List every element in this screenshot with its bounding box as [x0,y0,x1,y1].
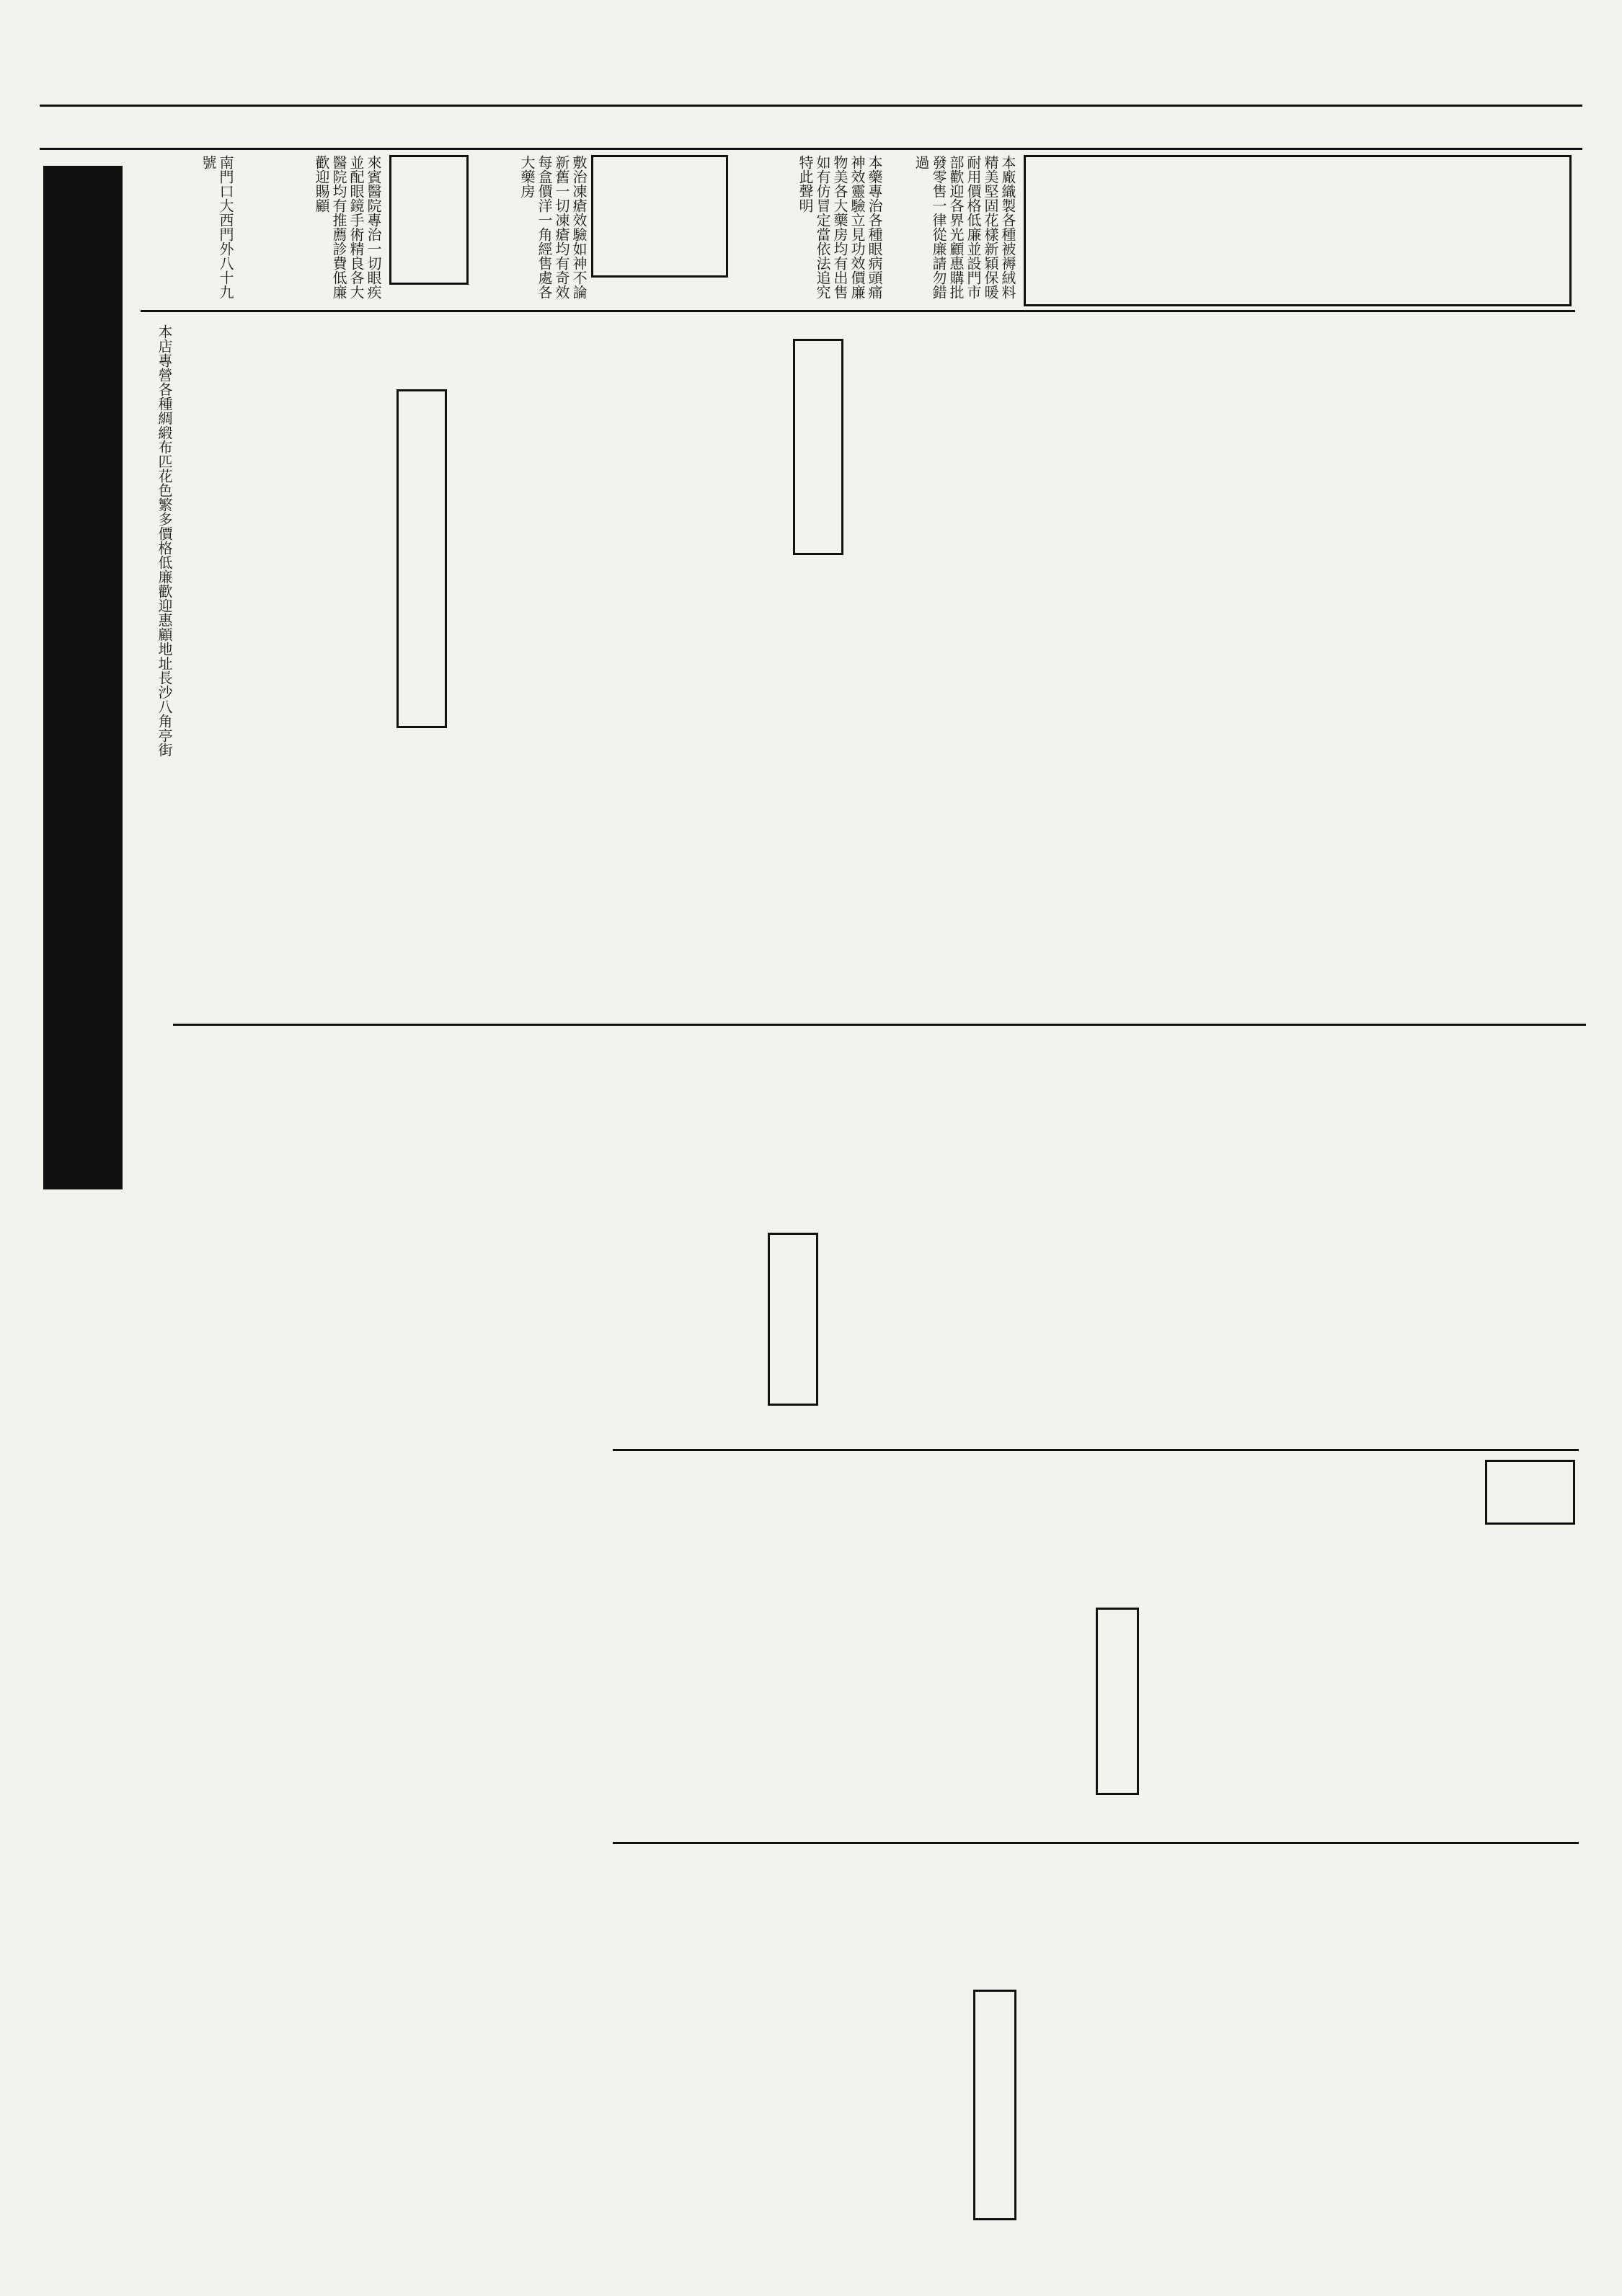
guofu-box [768,1233,818,1406]
article-zhang-xueliang-body [180,324,389,1016]
article-edu-body-3 [1182,1853,1572,2242]
article-aviation-body [858,1853,1045,2242]
ad-column-quilt-text: 本廠織製各種被褥絨料精美堅固花樣新穎保暖耐用價格低廉並設門市部歡迎各界光顧惠購批發零售一律從廉請勿錯過 [913,155,1016,299]
eye-ad-text: 本藥專治各種眼病頭痛神效靈驗立見功效價廉物美各大藥房均有出售如有仿冒定當依法追究特此聲明 [797,155,883,299]
article-japan-body-2 [177,1463,609,2184]
edu-opinion-box [1096,1608,1139,1795]
section-rule-3 [613,1449,1579,1451]
article-japan-body [177,1038,501,1442]
article-edu-body-2 [620,1463,1089,1838]
section-rule-2 [173,1024,1586,1026]
ad-text-left1: 來賓醫院專治一切眼疾並配眼鏡手術精良各大醫院均有推薦診費低廉歡迎賜顧 [313,155,382,299]
masthead [43,108,1579,146]
masthead-rule-top [40,105,1582,107]
section-rule-1 [141,310,1575,312]
chilblain-ad [389,155,469,285]
masthead-rule-bottom [40,148,1582,150]
yu-box [396,389,447,728]
luo-box [973,1990,1016,2220]
article-council-body [1045,324,1226,1016]
ad-text-left2: 南門口大西門外八十九號 [200,155,234,299]
article-edu-body [1125,1463,1359,1838]
eye-ad [591,155,728,278]
edu-header-box [1485,1460,1575,1525]
quilt-ad [1024,155,1572,306]
article-xu-body-2 [1420,1038,1579,1456]
article-shop-strip: 本店專營各種綢緞布匹花色繁多價格低廉歡迎惠顧地址長沙八角亭街 [156,324,173,757]
article-council-body-2 [851,324,1038,1016]
zhang-box [793,339,843,555]
chilblain-ad-text: 敷治凍瘡效驗如神不論新舊一切凍瘡均有奇效每盒價洋一角經售處各大藥房 [518,155,588,299]
book-ad [43,166,123,1189]
article-yin-body [613,1038,728,1442]
spring-ad [43,1211,166,2220]
section-rule-4 [613,1842,1579,1844]
article-liu-body [822,1038,937,1442]
article-zhang-body [613,324,786,685]
article-xu-body [1067,1038,1233,1456]
article-jin-body [620,1853,764,2242]
